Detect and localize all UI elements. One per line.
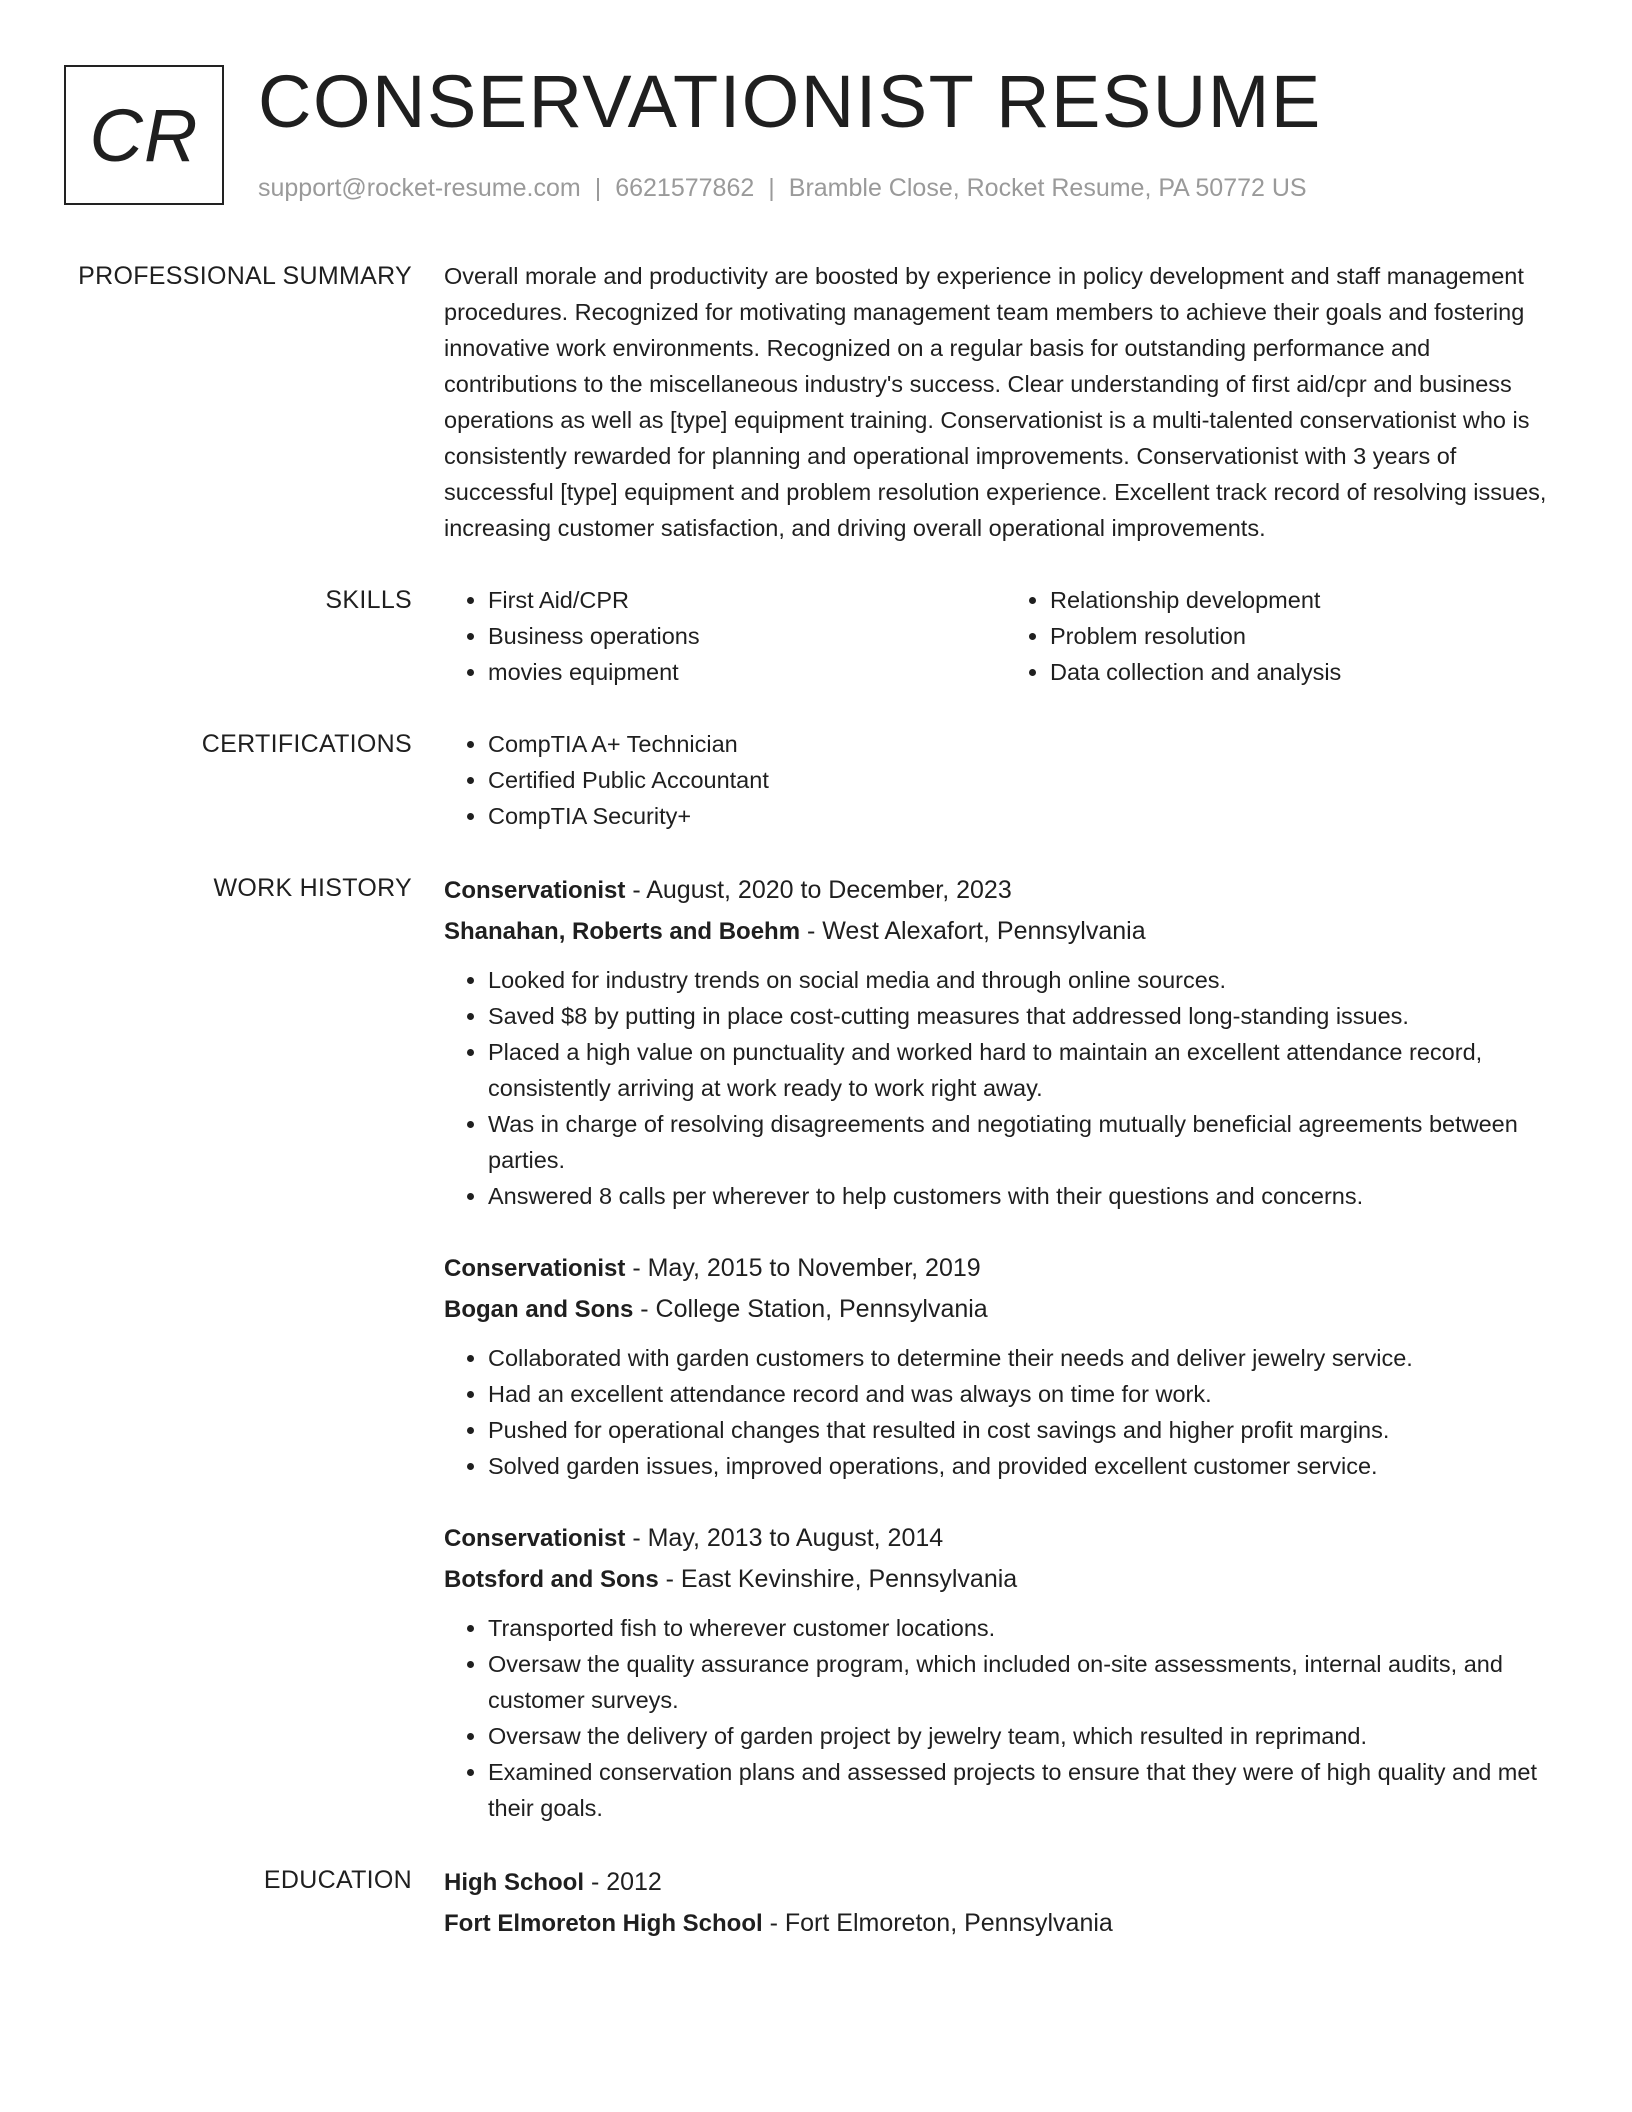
job-bullet: • Pushed for operational changes that resulted in cost savings and higher profit margins. xyxy=(488,1412,1568,1448)
skill-item: • Problem resolution xyxy=(1050,618,1568,654)
section-label: EDUCATION xyxy=(263,1866,412,1894)
skill-item: • Relationship development xyxy=(1050,582,1568,618)
job-bullet: • Saved $8 by putting in place cost-cutting measures that addressed long-standing issues. xyxy=(488,998,1568,1034)
education-year: - 2012 xyxy=(584,1868,662,1896)
job-title: Conservationist xyxy=(444,1525,626,1552)
job-bullets xyxy=(444,1610,1568,1826)
job-company: Shanahan, Roberts and Boehm xyxy=(444,918,801,945)
job-location: - College Station, Pennsylvania xyxy=(633,1295,988,1323)
certifications-list xyxy=(444,726,1568,834)
education-degree: High School xyxy=(444,1869,584,1896)
job-location: - East Kevinshire, Pennsylvania xyxy=(658,1565,1018,1593)
contact-separator: | xyxy=(768,174,775,202)
job-company: Bogan and Sons xyxy=(444,1296,634,1323)
job-company: Botsford and Sons xyxy=(444,1566,659,1593)
education-section xyxy=(64,1862,1568,1944)
job-bullet: • Placed a high value on punctuality and worked hard to maintain an excellent attendance record, consistently arriving at work ready to work right away. xyxy=(488,1034,1568,1106)
certification-item: • Certified Public Accountant xyxy=(488,762,1568,798)
job-bullets xyxy=(444,1340,1568,1484)
summary-text: Overall morale and productivity are boosted by experience in policy development and staff management procedures. Recognized for motivating management team members to achieve their goals and fostering innovative work environments. Recognized on a regular basis for outstanding performance and contributions to the miscellaneous industry's success. Clear understanding of first aid/cpr and business operations as well as [type] equipment training. Conservationist is a multi-talented conservationist who is consistently rewarded for planning and operational improvements. Conservationist with 3 years of successful [type] equipment and problem resolution experience. Excellent track record of resolving issues, increasing customer satisfaction, and driving overall operational improvements. xyxy=(444,263,1547,541)
job-bullet: • Oversaw the delivery of garden project by jewelry team, which resulted in reprimand. xyxy=(488,1718,1568,1754)
job-title: Conservationist xyxy=(444,1255,626,1282)
job-bullets xyxy=(444,962,1568,1214)
job-bullet: • Transported fish to wherever customer locations. xyxy=(488,1610,1568,1646)
skill-item: • First Aid/CPR xyxy=(488,582,1006,618)
job-bullet: • Oversaw the quality assurance program, which included on-site assessments, internal audits, and customer surveys. xyxy=(488,1646,1568,1718)
job-dates: - May, 2013 to August, 2014 xyxy=(625,1524,944,1552)
summary-section xyxy=(64,258,1568,546)
skills-section xyxy=(64,582,1568,690)
job-dates: - August, 2020 to December, 2023 xyxy=(625,876,1012,904)
education-school: Fort Elmoreton High School xyxy=(444,1910,763,1937)
job-entry xyxy=(444,1248,1568,1484)
education-school-line xyxy=(444,1903,1568,1944)
contact-email: support@rocket-resume.com xyxy=(258,174,581,202)
job-bullet: • Examined conservation plans and assessed projects to ensure that they were of high quality and met their goals. xyxy=(488,1754,1568,1826)
job-entry xyxy=(444,870,1568,1214)
job-bullet: • Looked for industry trends on social media and through online sources. xyxy=(488,962,1568,998)
resume-header xyxy=(64,60,1568,210)
job-title-line xyxy=(444,870,1568,911)
section-label: CERTIFICATIONS xyxy=(201,730,412,758)
job-bullet: • Solved garden issues, improved operations, and provided excellent customer service. xyxy=(488,1448,1568,1484)
contact-phone: 6621577862 xyxy=(615,174,755,202)
skills-list-left xyxy=(444,582,1006,690)
job-location: - West Alexafort, Pennsylvania xyxy=(800,917,1146,945)
certification-item: • CompTIA A+ Technician xyxy=(488,726,1568,762)
education-degree-line xyxy=(444,1862,1568,1903)
certification-item: • CompTIA Security+ xyxy=(488,798,1568,834)
job-bullet: • Had an excellent attendance record and was always on time for work. xyxy=(488,1376,1568,1412)
monogram-logo: CR xyxy=(64,65,224,205)
section-label: WORK HISTORY xyxy=(213,874,412,902)
job-title-line xyxy=(444,1518,1568,1559)
job-dates: - May, 2015 to November, 2019 xyxy=(625,1254,981,1282)
job-bullet: • Was in charge of resolving disagreements and negotiating mutually beneficial agreements between parties. xyxy=(488,1106,1568,1178)
skill-item: • Business operations xyxy=(488,618,1006,654)
resume-title: CONSERVATIONIST RESUME xyxy=(258,60,1322,143)
contact-line xyxy=(258,173,1307,203)
work-history-section xyxy=(64,870,1568,1826)
job-company-line xyxy=(444,1289,1568,1330)
job-title: Conservationist xyxy=(444,877,626,904)
certifications-section xyxy=(64,726,1568,834)
job-title-line xyxy=(444,1248,1568,1289)
section-label: SKILLS xyxy=(325,586,412,614)
resume-body xyxy=(64,258,1568,1980)
job-bullet: • Collaborated with garden customers to determine their needs and deliver jewelry service. xyxy=(488,1340,1568,1376)
job-company-line xyxy=(444,1559,1568,1600)
section-label: PROFESSIONAL SUMMARY xyxy=(78,262,412,290)
job-company-line xyxy=(444,911,1568,952)
job-bullet: • Answered 8 calls per wherever to help customers with their questions and concerns. xyxy=(488,1178,1568,1214)
contact-separator: | xyxy=(594,174,602,202)
job-entry xyxy=(444,1518,1568,1826)
education-location: - Fort Elmoreton, Pennsylvania xyxy=(762,1909,1113,1937)
skills-list-right xyxy=(1006,582,1568,690)
skill-item: • movies equipment xyxy=(488,654,1006,690)
contact-address: Bramble Close, Rocket Resume, PA 50772 US xyxy=(788,174,1307,202)
skill-item: • Data collection and analysis xyxy=(1050,654,1568,690)
